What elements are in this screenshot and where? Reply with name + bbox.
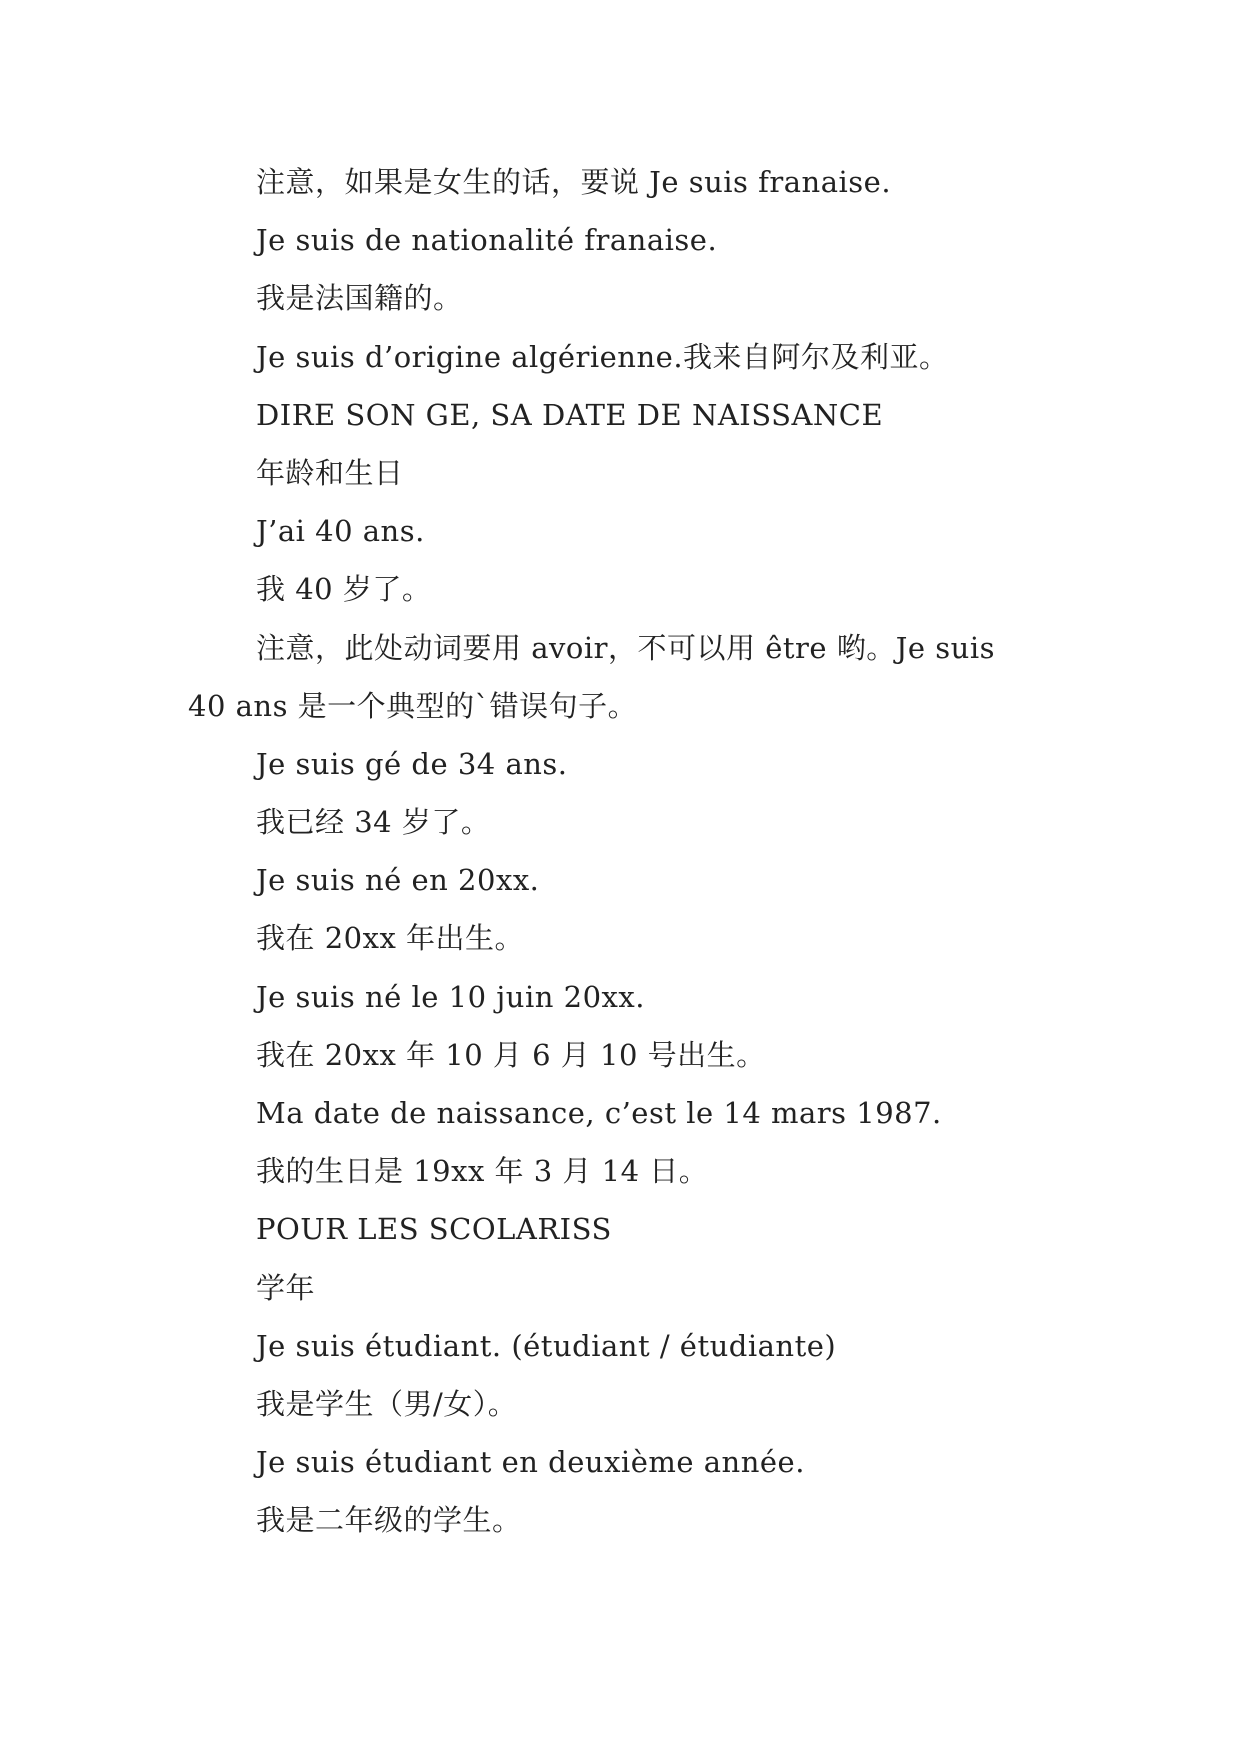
text-line: 我 40 岁了。 xyxy=(256,572,432,607)
text-line: Je suis étudiant. (étudiant / étudiante) xyxy=(256,1328,837,1363)
text-line: Je suis étudiant en deuxième année. xyxy=(256,1445,805,1480)
text-line: 我已经 34 岁了。 xyxy=(256,805,491,840)
text-line: 注意，此处动词要用 avoir，不可以用 être 哟。Je suis xyxy=(256,630,995,665)
document-body xyxy=(188,162,1088,1559)
section-heading: DIRE SON GE, SA DATE DE NAISSANCE xyxy=(256,397,884,432)
text-line: 我是学生（男/女）。 xyxy=(256,1386,518,1421)
text-line: 学年 xyxy=(256,1270,316,1305)
text-line: Je suis né le 10 juin 20xx. xyxy=(256,979,645,1014)
text-line-continuation: 40 ans 是一个典型的`错误句子。 xyxy=(188,688,638,723)
text-line: Ma date de naissance, c’est le 14 mars 1987. xyxy=(256,1096,942,1130)
text-line: Je suis gé de 34 ans. xyxy=(256,746,568,781)
text-line: 我在 20xx 年 10 月 6 月 10 号出生。 xyxy=(256,1037,766,1072)
text-line: 我是二年级的学生。 xyxy=(256,1503,522,1538)
text-line: Je suis d’origine algérienne.我来自阿尔及利亚。 xyxy=(256,339,949,374)
text-line: Je suis né en 20xx. xyxy=(256,863,540,898)
section-heading: POUR LES SCOLARISS xyxy=(256,1212,612,1247)
text-line: 注意，如果是女生的话，要说 Je suis franaise. xyxy=(256,165,892,199)
text-line: 年龄和生日 xyxy=(256,455,404,490)
text-line: 我的生日是 19xx 年 3 月 14 日。 xyxy=(256,1154,709,1189)
text-line: 我在 20xx 年出生。 xyxy=(256,921,525,956)
text-line: 我是法国籍的。 xyxy=(256,281,463,316)
text-line: J’ai 40 ans. xyxy=(256,514,425,549)
text-line: Je suis de nationalité franaise. xyxy=(256,223,718,258)
